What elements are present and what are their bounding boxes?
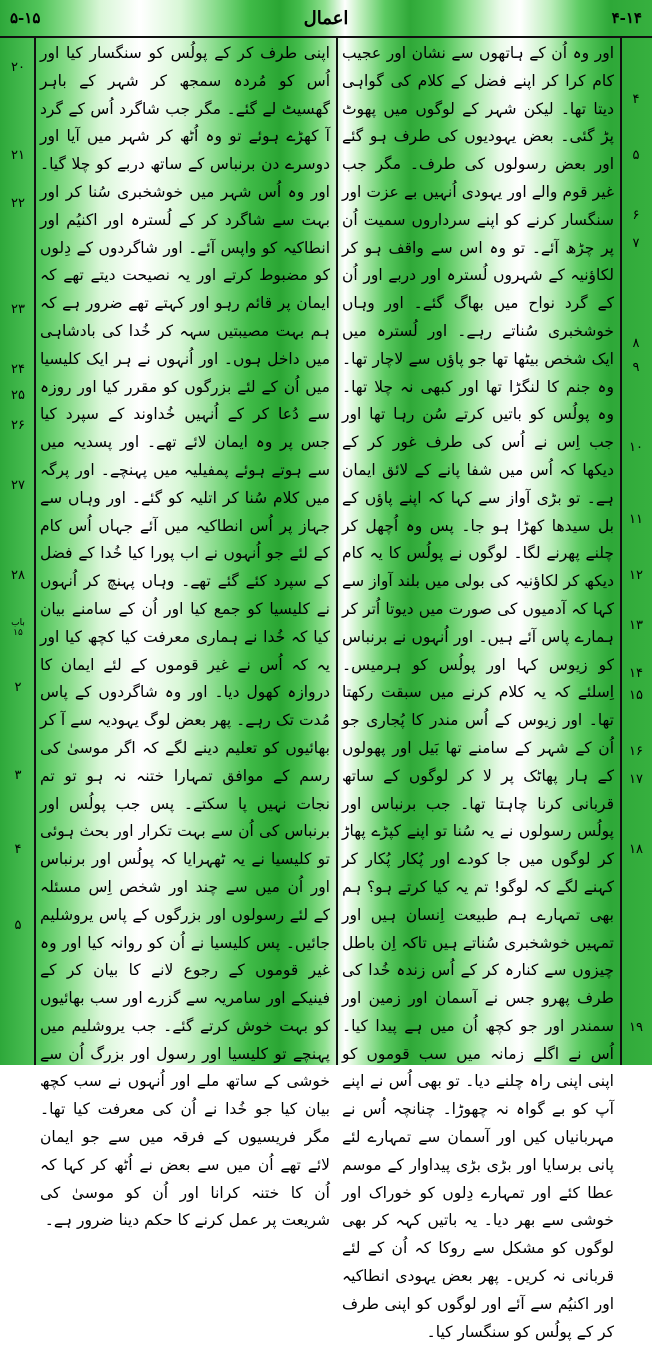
left-verse-number: ۲۷ [11, 478, 25, 493]
left-verse-number: ۲۵ [11, 388, 25, 403]
left-verse-number: ۳ [14, 768, 22, 783]
left-verse-number: ۴ [14, 842, 22, 857]
right-verse-number: ۸ [632, 336, 640, 351]
left-verse-number: ۲۲ [11, 196, 25, 211]
left-verse-number: ۲۴ [11, 362, 25, 377]
right-verse-number: ۱۶ [629, 744, 643, 759]
right-verse-number: ۱۲ [629, 568, 643, 583]
left-margin-rule [34, 36, 36, 1065]
page-header [0, 0, 652, 36]
right-verse-number: ۱۳ [629, 618, 643, 633]
right-verse-number: ۱۱ [629, 512, 643, 527]
right-verse-number: ۷ [632, 236, 640, 251]
right-verse-numbers [624, 40, 648, 1061]
left-column-text: اپنی طرف کر کے پولُس کو سنگسار کیا اور اُس کو مُردہ سمجھ کر شہر کے باہر گھسیٹ لے گئے۔ مگر جب شاگرد اُس کے گرد آ کھڑے ہوئے تو وہ اُٹھ کر شہر میں آیا اور دوسرے دن برنباس کے ساتھ دربے کو چلا گیا۔ اور وہ اُس شہر میں خوشخبری سُنا کر اور بہت سے شاگرد کر کے لُسترہ اور اکنیُم اور انطاکیہ کو واپس آئے۔ اور شاگردوں کے دِلوں کو مضبوط کرتے اور یہ نصیحت دیتے تھے کہ ایمان پر قائم رہو اور کہتے تھے ضرور ہے کہ ہم بہت مصیبتیں سہہ کر خُدا کی بادشاہی میں داخل ہوں۔ اور اُنہوں نے ہر ایک کلیسیا میں اُن کے لئے بزرگوں کو مقرر کیا اور روزہ سے دُعا کر کے اُنہیں خُداوند کے سپرد کیا جس پر وہ ایمان لائے تھے۔ اور پسدیہ میں سے ہوتے ہوئے پمفیلیہ میں پہنچے۔ اور پرگہ میں کلام سُنا کر اتلیہ کو گئے۔ اور وہاں سے جہاز پر اُس انطاکیہ میں آئے جہاں اُس کام کے لئے جو اُنہوں نے اب پورا کیا خُدا کے فضل کے سپرد کئے گئے تھے۔ وہاں پہنچ کر اُنہوں نے کلیسیا کو جمع کیا اور اُن کے سامنے بیان کیا کہ خُدا نے ہماری معرفت کیا کچھ کیا اور یہ کہ اُس نے غیر قوموں کے لئے ایمان کا دروازہ کھول دیا۔ اور وہ شاگردوں کے پاس مُدت تک رہے۔ پھر بعض لوگ یہودیہ سے آ کر بھائیوں کو تعلیم دینے لگے کہ اگر موسیٰ کی رسم کے موافق تمہارا ختنہ نہ ہو تو تم نجات نہیں پا سکتے۔ پس جب پولُس اور برنباس کی اُن سے بہت تکرار اور بحث ہوئی تو کلیسیا نے یہ ٹھہرایا کہ پولُس اور برنباس اور اُن میں سے چند اور شخص اِس مسئلہ کے لئے رسولوں اور بزرگوں کے پاس یروشلیم جائیں۔ پس کلیسیا نے اُن کو روانہ کیا اور وہ غیر قوموں کے رجوع لانے کا بیان کر کے فینیکے اور سامریہ سے گزرے اور سب بھائیوں کو بہت خوش کرتے گئے۔ جب یروشلیم میں پہنچے تو کلیسیا اور رسول اور بزرگ اُن سے خوشی کے ساتھ ملے اور اُنہوں نے سب کچھ بیان کیا جو خُدا نے اُن کی معرفت کیا تھا۔ مگر فریسیوں کے فرقہ میں سے جو ایمان لائے تھے اُن میں سے بعض نے اُٹھ کر کہا کہ اُن کا ختنہ کرانا اور اُن کو موسیٰ کی شریعت پر عمل کرنے کا حکم دینا ضرور ہے۔ [40, 44, 330, 1230]
right-verse-number: ۱۰ [629, 440, 643, 455]
left-verse-number: ۲۸ [11, 568, 25, 583]
left-verse-number: ۲۱ [11, 148, 25, 163]
right-margin-rule [620, 36, 622, 1065]
left-verse-number: ۵ [14, 918, 22, 933]
left-verse-number: ۲۳ [11, 302, 25, 317]
left-verse-number: ۲۰ [11, 60, 25, 75]
right-text-column [342, 40, 614, 1341]
left-chapter-ref: ۵-۱۵ [10, 9, 41, 27]
left-verse-number: ۲ [14, 680, 22, 695]
right-verse-number: ۱۸ [629, 842, 643, 857]
right-verse-number: ۹ [632, 360, 640, 375]
column-divider [336, 36, 338, 1065]
left-verse-numbers [6, 40, 30, 1061]
book-title: اعمال [303, 7, 349, 29]
right-verse-number: ۴ [632, 92, 640, 107]
left-text-column [40, 40, 330, 1230]
right-verse-number: ۱۷ [629, 772, 643, 787]
right-column-text: اور وہ اُن کے ہاتھوں سے نشان اور عجیب کام کرا کر اپنے فضل کے کلام کی گواہی دیتا تھا۔ لیکن شہر کے لوگوں میں پھوٹ پڑ گئی۔ بعض یہودیوں کی طرف ہو گئے اور بعض رسولوں کی طرف۔ مگر جب غیر قوم والے اور یہودی اُنہیں بے عزت اور سنگسار کرنے کو اپنے سرداروں سمیت اُن پر چڑھ آئے۔ تو وہ اس سے واقف ہو کر لکاؤنیہ کے شہروں لُسترہ اور دربے اور اُن کے گرد نواح میں بھاگ گئے۔ اور وہاں خوشخبری سُناتے رہے۔ اور لُسترہ میں ایک شخص بیٹھا تھا جو پاؤں سے لاچار تھا۔ وہ جنم کا لنگڑا تھا اور کبھی نہ چلا تھا۔ وہ پولُس کو باتیں کرتے سُن رہا تھا اور جب اِس نے اُس کی طرف غور کر کے دیکھا کہ اُس میں شفا پانے کے لائق ایمان ہے۔ تو بڑی آواز سے کہا کہ اپنے پاؤں کے بل سیدھا کھڑا ہو جا۔ پس وہ اُچھل کر چلنے پھرنے لگا۔ لوگوں نے پولُس کا یہ کام دیکھ کر لکاؤنیہ کی بولی میں بلند آواز سے کہا کہ آدمیوں کی صورت میں دیوتا اُتر کر ہمارے پاس آئے ہیں۔ اور اُنہوں نے برنباس کو زیوس کہا اور پولُس کو ہرمیس۔ اِسلئے کہ یہ کلام کرنے میں سبقت رکھتا تھا۔ اور زیوس کے اُس مندر کا پُجاری جو اُن کے شہر کے سامنے تھا بَیل اور پھولوں کے ہار پھاٹک پر لا کر لوگوں کے ساتھ قربانی کرنا چاہتا تھا۔ جب برنباس اور پولُس رسولوں نے یہ سُنا تو اپنے کپڑے پھاڑ کر لوگوں میں جا کودے اور پُکار پُکار کر کہنے لگے کہ لوگو! تم یہ کیا کرتے ہو؟ ہم بھی تمہارے ہم طبیعت اِنسان ہیں اور تمہیں خوشخبری سُناتے ہیں تاکہ اِن باطل چیزوں سے کنارہ کر کے اُس زندہ خُدا کی طرف پھرو جس نے آسمان اور زمین اور سمندر اور جو کچھ اُن میں ہے پیدا کیا۔ اُس نے اگلے زمانہ میں سب قوموں کو اپنی اپنی راہ چلنے دیا۔ تو بھی اُس نے اپنے آپ کو بے گواہ نہ چھوڑا۔ چنانچہ اُس نے مہربانیاں کیں اور آسمان سے تمہارے لئے پانی برسایا اور بڑی بڑی پیداوار کے موسم عطا کئے اور تمہارے دِلوں کو خوراک اور خوشی سے بھر دیا۔ یہ باتیں کہہ کر بھی لوگوں کو مشکل سے روکا کہ اُن کے لئے قربانی نہ کریں۔ پھر بعض یہودی انطاکیہ اور اکنیُم سے آئے اور لوگوں کو اپنی طرف کر کے پولُس کو سنگسار کیا۔ [342, 44, 614, 1341]
header-rule [0, 36, 652, 38]
right-verse-number: ۱۹ [629, 1020, 643, 1035]
right-chapter-ref: ۴-۱۴ [611, 9, 642, 27]
left-verse-number: ۲۶ [11, 418, 25, 433]
right-verse-number: ۱۵ [629, 688, 643, 703]
right-verse-number: ۱۴ [629, 666, 643, 681]
right-verse-number: ۶ [632, 208, 640, 223]
left-verse-number: باب ۱۵ [11, 618, 25, 638]
right-verse-number: ۵ [632, 148, 640, 163]
